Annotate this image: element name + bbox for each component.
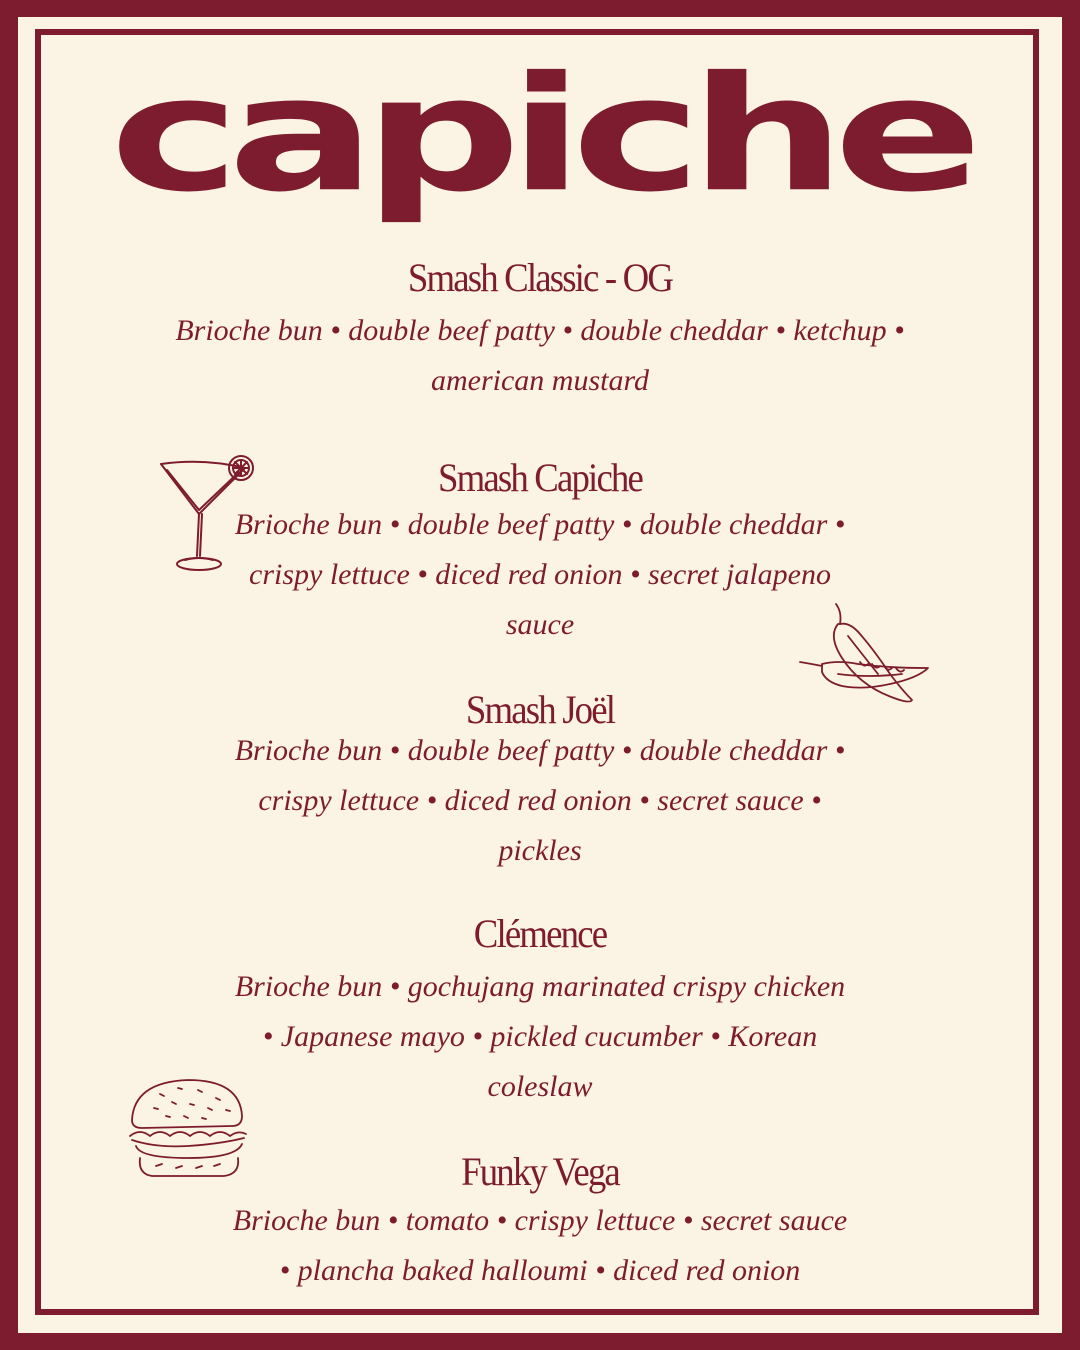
chili-peppers-icon xyxy=(798,602,934,710)
menu-item-name: Smash Capiche xyxy=(437,455,642,500)
burger-icon xyxy=(126,1076,252,1180)
menu-item-description: Brioche bun • double beef patty • double cheddar • ketchup • american mustard xyxy=(175,314,905,397)
menu-item-name: Smash Joël xyxy=(465,687,615,732)
brand-logo: capiche xyxy=(109,42,971,227)
menu-item-description: Brioche bun • double beef patty • double cheddar • crispy lettuce • diced red onion • secret sauce • pickles xyxy=(234,734,846,867)
menu-item-description: Brioche bun • double beef patty • double cheddar • crispy lettuce • diced red onion • secret jalapeno sauce xyxy=(234,508,846,641)
menu-item-name: Clémence xyxy=(473,911,607,956)
cocktail-glass-icon xyxy=(155,452,260,577)
menu-item-name: Funky Vega xyxy=(461,1149,619,1194)
menu-item-description: Brioche bun • gochujang marinated crispy chicken • Japanese mayo • pickled cucumber • Korean coleslaw xyxy=(234,970,846,1103)
menu-item-description: Brioche bun • tomato • crispy lettuce • secret sauce • plancha baked halloumi • diced red onion xyxy=(232,1204,848,1287)
menu-item xyxy=(0,256,1080,406)
menu-item xyxy=(0,688,1080,876)
menu-item-name: Smash Classic - OG xyxy=(407,255,673,300)
